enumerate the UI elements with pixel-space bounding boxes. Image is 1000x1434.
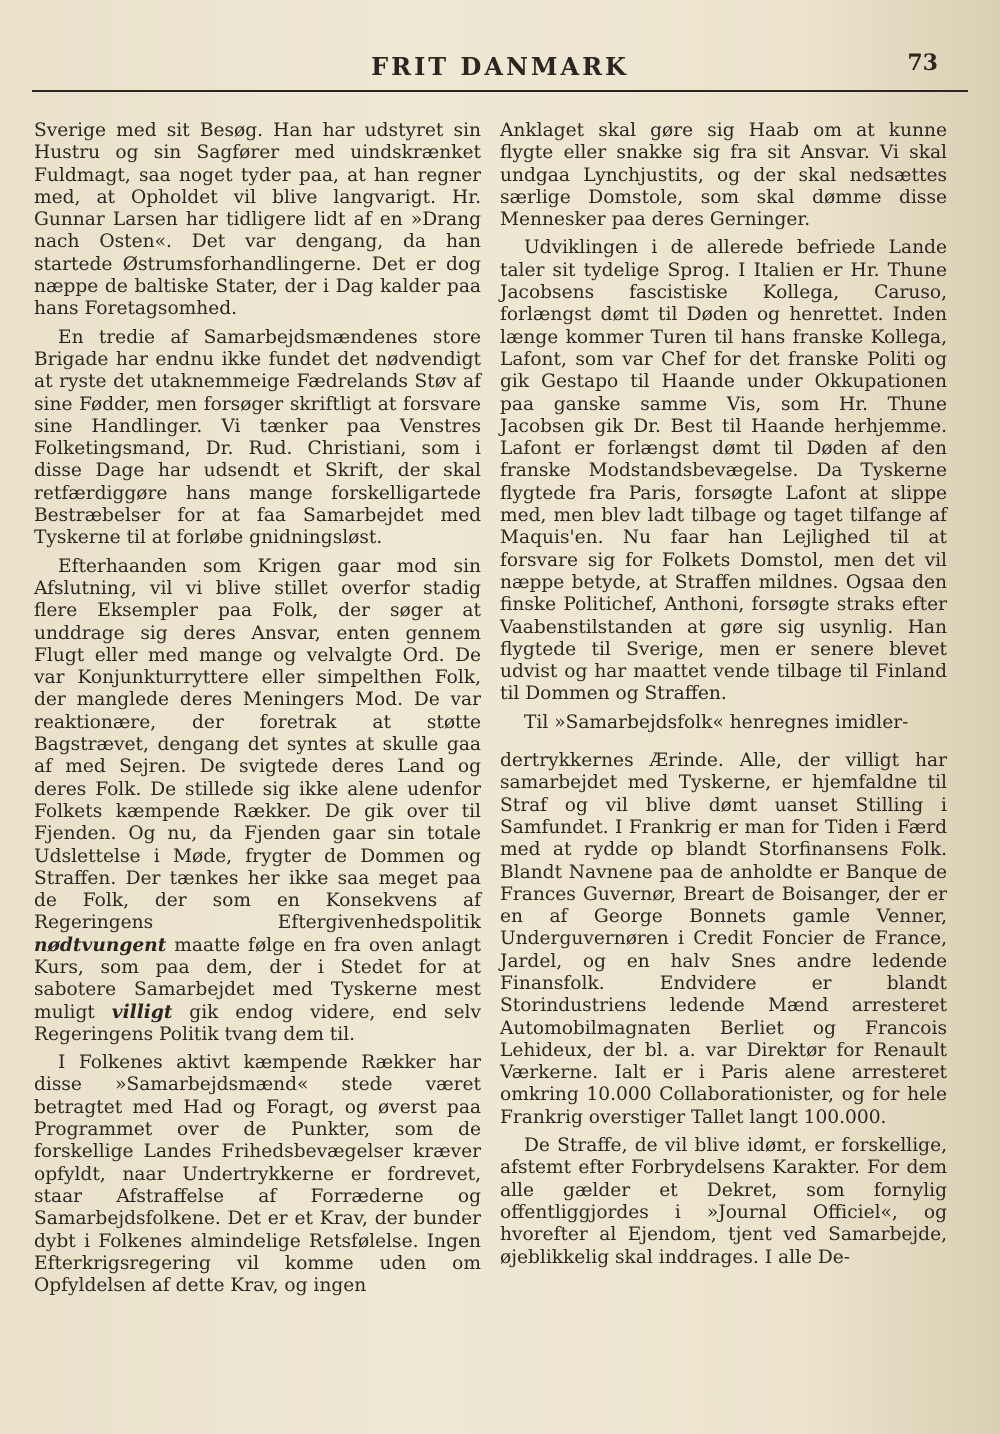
emphasis: villigt <box>111 1001 173 1023</box>
emphasis: nødtvungent <box>34 934 167 956</box>
left-column <box>34 120 481 1297</box>
page-header <box>32 44 968 94</box>
text-run: gik endog videre, end selv Regeringens Politik tvang dem til. <box>34 1001 481 1045</box>
paragraph: De Straffe, de vil blive idømt, er forskellige, afstemt efter Forbrydelsens Karakter. For dem alle gælder et Dekret, som fornylig offentliggjordes i »Journal Officiel«, og hvorefter al Ejendom, tjent ved Samarbejde, øjeblikkelig skal inddrages. I alle De- <box>500 1135 947 1268</box>
paragraph: Til »Samarbejdsfolk« henregnes imidler- <box>524 711 909 733</box>
right-column <box>500 120 947 1269</box>
text-run: maatte følge en fra oven anlagt Kurs, som paa dem, der i Stedet for at sabotere Samarbejdet med Tyskerne mest muligt <box>34 934 481 1023</box>
page-number: 73 <box>907 50 938 76</box>
paragraph: dertrykkernes Ærinde. Alle, der villigt har samarbejdet med Tyskerne, er hjemfaldne til Straf og vil blive dømt uanset Stilling i Samfundet. I Frankrig er man for Tiden i Færd med at rydde op blandt Storfinansens Folk. Blandt Navnene paa de anholdte er Banque de Frances Guvernør, Breart de Boisanger, der er en af George Bonnets gamle Venner, Underguvernøren i Credit Foncier de France, Jardel, og en halv Snes andre ledende Finansfolk. Endvidere er blandt Storindustriens ledende Mænd arresteret Automobilmagnaten Berliet og Francois Lehideux, der bl. a. var Direktør for Renault Værkerne. Ialt er i Paris alene arresteret omkring 10.000 Collaborationister, og for hele Frankrig overstiger Tallet langt 100.000. <box>500 750 947 1128</box>
paragraph: I Folkenes aktivt kæmpende Rækker har disse »Samarbejdsmænd« stede været betragtet med Had og Foragt, og øverst paa Programmet over de Punkter, som de forskellige Landes Frihedsbevægelser kræver opfyldt, naar Undertrykkerne er fordrevet, staar Afstraffelse af Forræderne og Samarbejdsfolkene. Det er et Krav, der bunder dybt i Folkenes almindelige Retsfølelse. Ingen Efterkrigsregering vil komme uden om Opfyldelsen af dette Krav, og ingen <box>34 1052 481 1297</box>
header-rule <box>32 90 968 92</box>
paragraph: Anklaget skal gøre sig Haab om at kunne flygte eller snakke sig fra sit Ansvar. Vi skal undgaa Lynchjustits, og der skal nedsættes særlige Domstole, som skal dømme disse Mennesker paa deres Gerninger. <box>500 120 947 231</box>
column-gap <box>500 740 947 750</box>
paragraph <box>34 556 481 1047</box>
text-run: Efterhaanden som Krigen gaar mod sin Afslutning, vil vi blive stillet overfor stadig flere Eksempler paa Folk, der søger at unddrage sig deres Ansvar, enten gennem Flugt eller med mange og velvalgte Ord. De var Konjunkturryttere eller simpelthen Folk, der manglede deres Meningers Mod. De var reaktionære, der foretrak at støtte Bagstrævet, dengang det syntes at skulle gaa af med Sejren. De svigtede deres Land og deres Folk. De stillede sig ikke alene udenfor Folkets kæmpende Rækker. De gik over til Fjenden. Og nu, da Fjenden gaar sin totale Udslettelse i Møde, frygter de Dommen og Straffen. Der tænkes her ikke saa meget paa de Folk, der som en Konsekvens af Regeringens Eftergivenhedspolitik <box>34 555 481 934</box>
running-title: FRIT DANMARK <box>371 52 629 81</box>
paragraph: Udviklingen i de allerede befriede Lande taler sit tydelige Sprog. I Italien er Hr. Thune Jacobsens fascistiske Kollega, Caruso, forlængst dømt til Døden og henrettet. Inden længe kommer Turen til hans franske Kollega, Lafont, som var Chef for det franske Politi og gik Gestapo til Haande under Okkupationen paa ganske samme Vis, som Hr. Thune Jacobsen gik Dr. Best til Haande herhjemme. Lafont er forlængst dømt til Døden af den franske Modstandsbevægelse. Da Tyskerne flygtede fra Paris, forsøgte Lafont at slippe med, men blev ladt tilbage og taget tilfange af Maquis'en. Nu faar han Lejlighed til at forsvare sig for Folkets Domstol, men det vil næppe betyde, at Straffen mildnes. Ogsaa den finske Politichef, Anthoni, forsøgte straks efter Vaabenstilstanden at gøre sig usynlig. Han flygtede til Sverige, men er senere blevet udvist og har maattet vende tilbage til Finland til Dommen og Straffen. <box>500 237 947 705</box>
paragraph: Sverige med sit Besøg. Han har udstyret sin Hustru og sin Sagfører med uindskrænket Fuldmagt, saa noget tyder paa, at han regner med, at Opholdet vil blive langvarigt. Hr. Gunnar Larsen har tidligere lidt af en »Drang nach Osten«. Det var dengang, da han startede Østrumsforhandlingerne. Det er dog næppe de baltiske Stater, der i Dag kalder paa hans Foretagsomhed. <box>34 120 481 320</box>
paragraph: En tredie af Samarbejdsmændenes store Brigade har endnu ikke fundet det nødvendigt at ryste det utaknemmeige Fædrelands Støv af sine Fødder, men forsøger skriftligt at forsvare sine Handlinger. Vi tænker paa Venstres Folketingsmand, Dr. Rud. Christiani, som i disse Dage har udsendt et Skrift, der skal retfærdiggøre hans mange forskelligartede Bestræbelser for at faa Samarbejdet med Tyskerne til at forløbe gnidningsløst. <box>34 326 481 549</box>
